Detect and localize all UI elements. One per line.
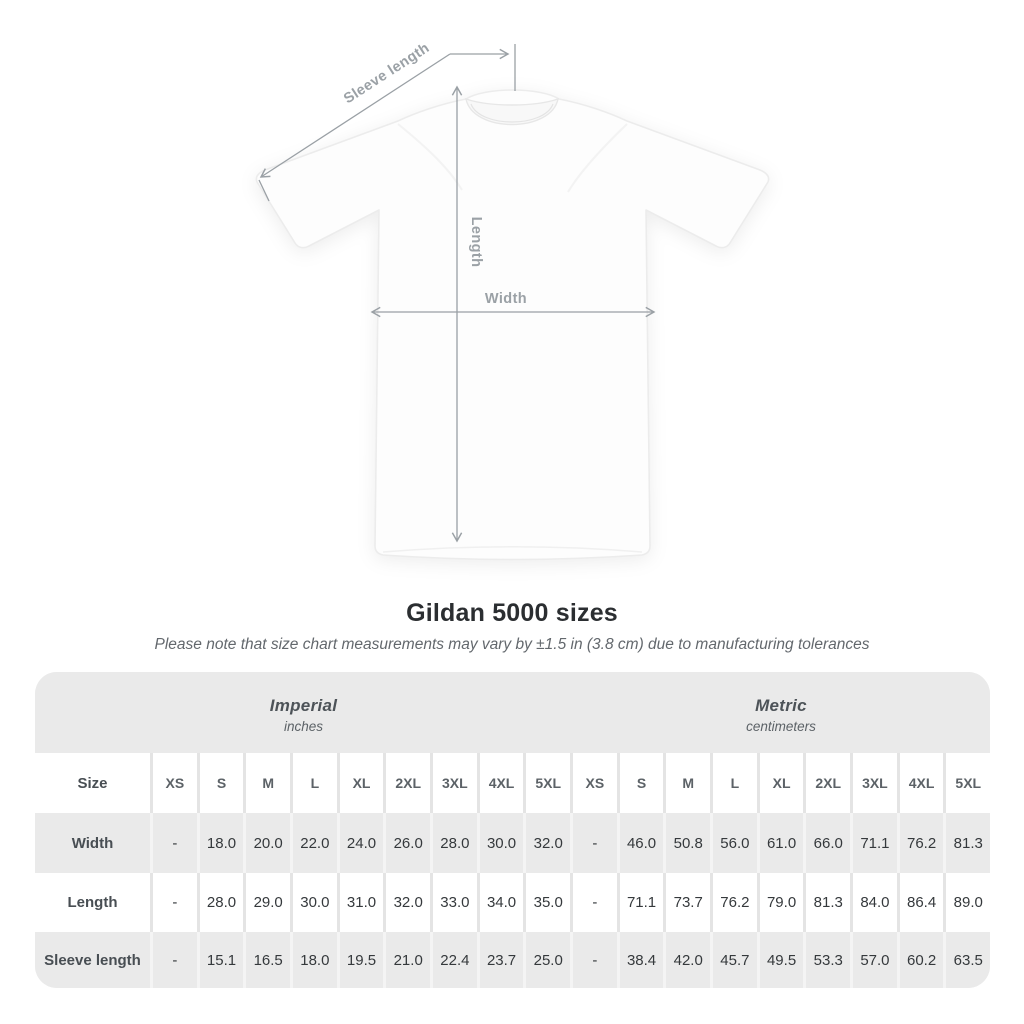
table-cell: 66.0 — [803, 813, 850, 873]
page-subtitle: Please note that size chart measurements may vary by ±1.5 in (3.8 cm) due to manufacturing tolerances — [154, 636, 870, 653]
col-header: M — [243, 753, 290, 813]
table-cell: 86.4 — [897, 873, 944, 932]
row-label: Width — [71, 834, 114, 852]
col-header: 2XL — [383, 753, 430, 813]
table-cell: 32.0 — [523, 813, 570, 873]
table-cell: - — [570, 813, 617, 873]
table-cell: 18.0 — [197, 813, 244, 873]
table-cell: 30.0 — [290, 873, 337, 932]
group-metric-label: Metric — [755, 695, 807, 715]
col-header: 4XL — [897, 753, 944, 813]
table-cell: 45.7 — [710, 932, 757, 988]
col-header: XL — [337, 753, 384, 813]
table-cell: 79.0 — [757, 873, 804, 932]
table-cell: 57.0 — [850, 932, 897, 988]
group-metric-unit: centimeters — [746, 718, 816, 734]
length-label: Length — [468, 216, 484, 268]
col-header: 3XL — [850, 753, 897, 813]
col-header: M — [663, 753, 710, 813]
table-cell: 18.0 — [290, 932, 337, 988]
group-imperial-label: Imperial — [269, 695, 338, 715]
table-cell: 31.0 — [337, 873, 384, 932]
table-cell: - — [570, 873, 617, 932]
table-cell: 29.0 — [243, 873, 290, 932]
table-row-length — [35, 873, 990, 932]
table-cell: 49.5 — [757, 932, 804, 988]
table-cell: 16.5 — [243, 932, 290, 988]
col-header: XS — [150, 753, 197, 813]
table-cell: - — [150, 813, 197, 873]
table-cell: 22.4 — [430, 932, 477, 988]
table-cell: 56.0 — [710, 813, 757, 873]
table-cell: 20.0 — [243, 813, 290, 873]
table-cell: 23.7 — [477, 932, 524, 988]
table-cell: 60.2 — [897, 932, 944, 988]
table-cell: 25.0 — [523, 932, 570, 988]
table-cell: 81.3 — [803, 873, 850, 932]
col-header: 2XL — [803, 753, 850, 813]
table-cell: 22.0 — [290, 813, 337, 873]
table-cell: 38.4 — [617, 932, 664, 988]
group-imperial-unit: inches — [283, 718, 324, 734]
table-cell: - — [570, 932, 617, 988]
table-cell: 71.1 — [617, 873, 664, 932]
page-title: Gildan 5000 sizes — [406, 599, 618, 627]
table-cell: 53.3 — [803, 932, 850, 988]
col-header: 4XL — [477, 753, 524, 813]
table-cell: 89.0 — [943, 873, 990, 932]
table-cell: - — [150, 932, 197, 988]
table-cell: 28.0 — [430, 813, 477, 873]
row-label: Length — [67, 894, 118, 911]
table-cell: 30.0 — [477, 813, 524, 873]
col-header: S — [197, 753, 244, 813]
table-cell: 15.1 — [197, 932, 244, 988]
table-cell: 28.0 — [197, 873, 244, 932]
width-label: Width — [484, 291, 528, 307]
table-cell: 76.2 — [897, 813, 944, 873]
table-cell: 33.0 — [430, 873, 477, 932]
table-cell: 50.8 — [663, 813, 710, 873]
table-cell: - — [150, 873, 197, 932]
col-header: 5XL — [943, 753, 990, 813]
table-cell: 35.0 — [523, 873, 570, 932]
table-cell: 24.0 — [337, 813, 384, 873]
table-cell: 32.0 — [383, 873, 430, 932]
unit-group-header — [35, 672, 990, 753]
table-cell: 34.0 — [477, 873, 524, 932]
table-cell: 76.2 — [710, 873, 757, 932]
size-table — [35, 672, 990, 988]
table-cell: 26.0 — [383, 813, 430, 873]
tshirt-illustration — [256, 90, 768, 560]
sleeve-length-label: Sleeve length — [341, 40, 433, 108]
col-header: S — [617, 753, 664, 813]
col-header: 5XL — [523, 753, 570, 813]
col-header: XS — [570, 753, 617, 813]
table-row-width — [35, 813, 990, 873]
table-cell: 81.3 — [943, 813, 990, 873]
col-header: XL — [757, 753, 804, 813]
col-header: L — [290, 753, 337, 813]
group-metric — [572, 672, 990, 753]
col-header: 3XL — [430, 753, 477, 813]
table-cell: 46.0 — [617, 813, 664, 873]
table-cell: 42.0 — [663, 932, 710, 988]
table-cell: 71.1 — [850, 813, 897, 873]
table-row-sleeve-length — [35, 932, 990, 988]
table-cell: 73.7 — [663, 873, 710, 932]
table-cell: 21.0 — [383, 932, 430, 988]
table-cell: 63.5 — [943, 932, 990, 988]
size-header-row — [35, 753, 990, 813]
col-header: L — [710, 753, 757, 813]
table-cell: 84.0 — [850, 873, 897, 932]
row-label: Sleeve length — [44, 951, 141, 969]
table-cell: 61.0 — [757, 813, 804, 873]
group-imperial — [35, 672, 572, 753]
table-cell: 19.5 — [337, 932, 384, 988]
corner-label: Size — [77, 774, 108, 792]
